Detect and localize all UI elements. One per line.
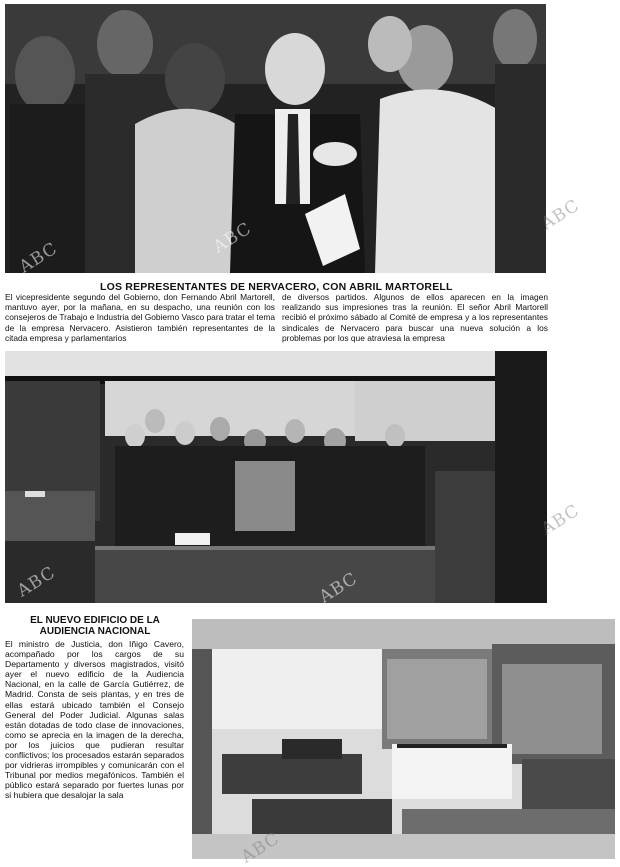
headline-nervacero: LOS REPRESENTANTES DE NERVACERO, CON ABRIL MARTORELL — [100, 281, 453, 293]
watermark-abc-2: ABC — [209, 218, 256, 258]
caption-nervacero-left: El vicepresidente segundo del Gobierno, don Fernando Abril Martorell, mantuvo ayer, por la mañana, en su despacho, una reunión con los consejeros de Trabajo e Industria del Gobierno Vasco para tratar el tema de la empresa Nervacero. Asistieron también representantes de la citada empresa y parlamentarios — [5, 292, 275, 343]
watermark-abc-5: ABC — [315, 568, 362, 608]
caption-nervacero-right: de diversos partidos. Algunos de ellos aparecen en la imagen realizando sus impresiones tras la reunión. El señor Abril Martorell recibió el próximo sábado al Comité de empresa y a los representantes sindicales de Nervacero para buscar una nueva solución a los problemas por los que atraviesa la empresa — [282, 292, 548, 343]
courtroom-photo-graphic — [192, 619, 615, 859]
watermark-abc-4: ABC — [13, 562, 60, 602]
article-audiencia-body: El ministro de Justicia, don Iñigo Cavero, acompañado por los cargos de su Departamento y diversos magistrados, visitó ayer el nuevo edificio de la Audiencia Nacional, en la calle de García Gutiérrez, de Madrid. Consta de seis plantas, y en tres de ellas estará ubicado también el Consejo General del Poder Judicial. Algunas salas están dotadas de todo clase de innovaciones, como se aprecia en la imagen de la derecha, por los juicios que pudieran resultar conflictivos; los procesados estarán separados por vidrieras irrompibles y comunicarán con el Tribunal por medios megafónicos. También el público estará separado por fuertes lunas por si hubiera que desalojar la sala — [5, 639, 184, 801]
hall-photo-graphic — [5, 351, 547, 603]
watermark-abc-3: ABC — [537, 195, 584, 235]
photo-nervacero-meeting — [5, 4, 546, 273]
photo-audiencia-courtroom — [192, 619, 615, 859]
headline-audiencia-line1: EL NUEVO EDIFICIO DE LA — [30, 615, 160, 626]
headline-audiencia-line2: AUDIENCIA NACIONAL — [39, 626, 151, 637]
photo-audiencia-hall — [5, 351, 547, 603]
watermark-abc-1: ABC — [15, 238, 62, 278]
watermark-abc-7: ABC — [237, 828, 284, 867]
watermark-abc-6: ABC — [537, 500, 584, 540]
meeting-photo-graphic — [5, 4, 546, 273]
